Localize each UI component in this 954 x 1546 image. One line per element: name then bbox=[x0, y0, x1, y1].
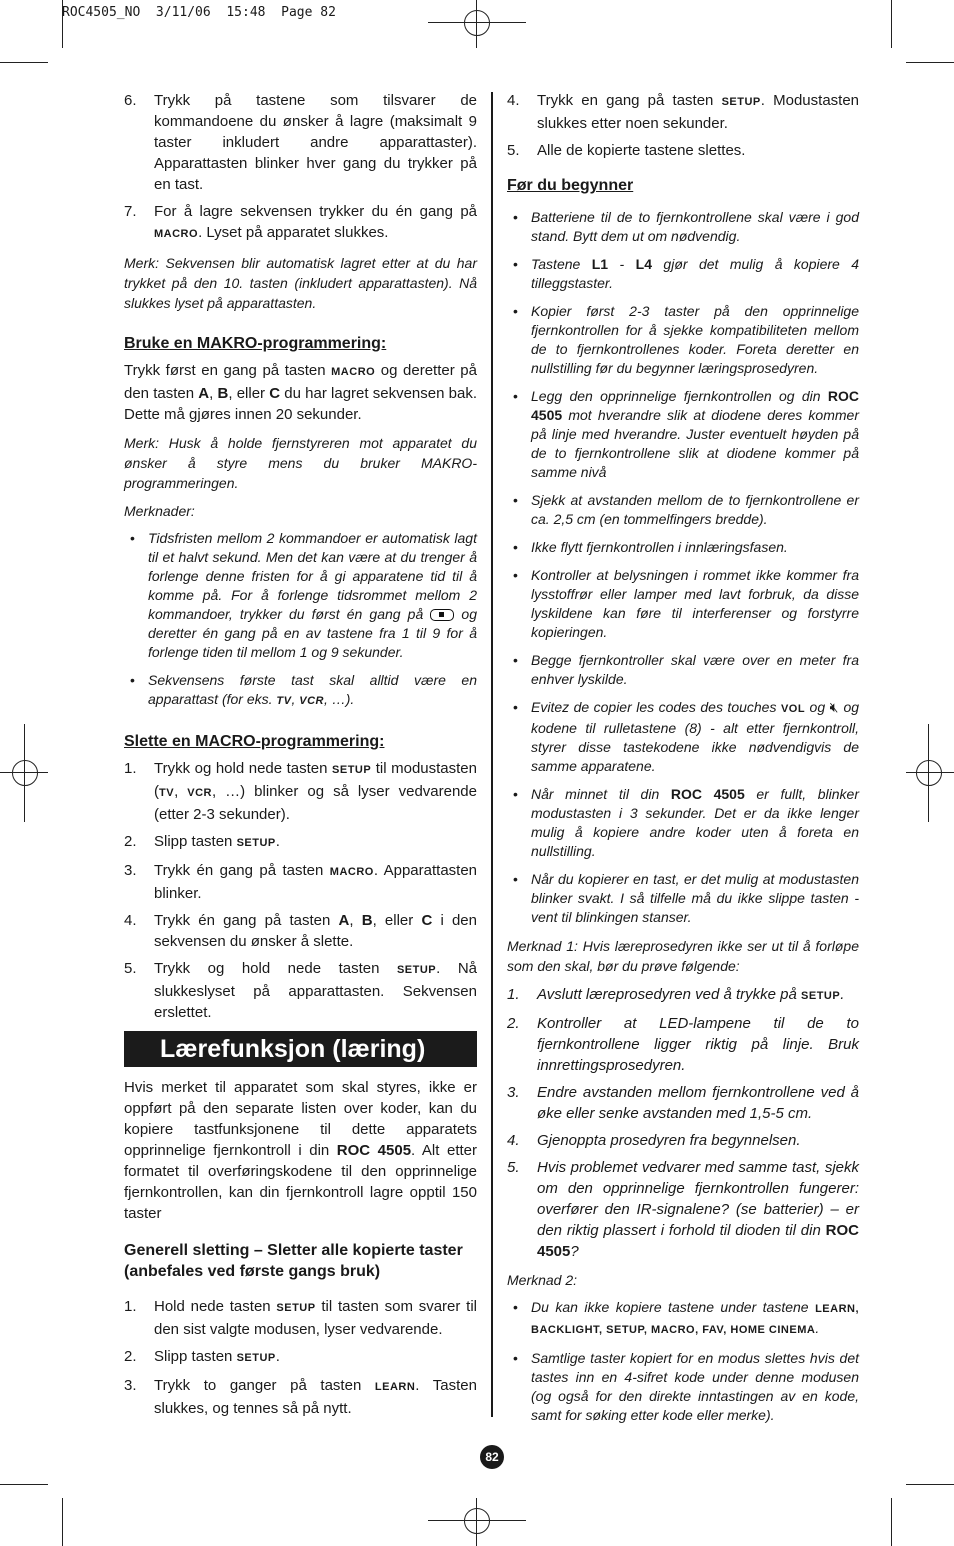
crop-mark bbox=[906, 772, 954, 773]
troubleshoot-steps bbox=[507, 984, 859, 1262]
registration-mark-icon bbox=[12, 760, 38, 786]
list-item: 5. Alle de kopierte tastene slettes. bbox=[507, 142, 746, 159]
list-item: • Når du kopierer en tast, er det mulig at modustasten blinker svakt. I så tilfelle må du ikke slippe tasten - vent til blinkingen stanser. bbox=[513, 871, 859, 925]
right-column bbox=[507, 90, 859, 1434]
notes-list bbox=[124, 529, 477, 711]
list-item: 2. Slipp tasten SETUP. bbox=[124, 1348, 280, 1365]
list-item: • Samtlige taster kopiert for en modus slettes hvis det tastes inn en 4-sifret kode under denne modusen (og også for den direkte inntastingen av en kode, samt for søking etter kode eller merke). bbox=[513, 1350, 859, 1423]
general-steps-continued bbox=[507, 90, 859, 161]
crop-mark bbox=[891, 0, 892, 48]
crop-mark bbox=[891, 1498, 892, 1546]
list-item: • Begge fjernkontroller skal være over en meter fra enhver lyskilde. bbox=[513, 652, 859, 687]
section-heading: Bruke en MAKRO-programmering: bbox=[124, 335, 387, 352]
list-item: 7. For å lagre sekvensen trykker du én gang på MACRO. Lyset på apparatet slukkes. bbox=[124, 203, 477, 241]
list-item: 3. Trykk én gang på tasten MACRO. Apparattasten blinker. bbox=[124, 862, 478, 902]
list-item: 2. Slipp tasten SETUP. bbox=[124, 833, 280, 850]
section-heading: Slette en MACRO-programmering: bbox=[124, 733, 385, 750]
crop-mark bbox=[428, 1520, 526, 1521]
crop-mark bbox=[62, 1498, 63, 1546]
crop-mark bbox=[62, 0, 63, 48]
crop-mark bbox=[928, 724, 929, 822]
note2-list bbox=[507, 1298, 859, 1425]
note: Merknad 1: Hvis læreprosedyren ikke ser ut til å forløpe som den skal, bør du prøve følgende: bbox=[507, 938, 859, 974]
list-item: • Kontroller at belysningen i rommet ikke kommer fra lysstoffrør eller lamper med lavt forbruk, da disse lyskildene kan føre til interferenser og forstyrre kopieringen. bbox=[513, 567, 859, 640]
list-item: 2. Kontroller at LED-lampene til de to fjernkontrollene ligger riktig på linje. Bruk innrettingsprosedyren. bbox=[507, 1015, 859, 1074]
list-item: 1. Avslutt læreprosedyren ved å trykke på SETUP. bbox=[507, 986, 845, 1003]
list-item: • Ikke flytt fjernkontrollen i innlæringsfasen. bbox=[513, 539, 788, 555]
list-item: • Tastene L1 - L4 gjør det mulig å kopiere 4 tilleggstaster. bbox=[513, 256, 860, 291]
list-item: • Kopier først 2-3 taster på den opprinnelige fjernkontrollen for å sjekke kompatibiliteten mellom de to fjernkontrollenes koder. Foreta deretter en nullstilling før du begynner læringsprosedyren. bbox=[513, 303, 859, 376]
list-item: • Tidsfristen mellom 2 kommandoer er automatisk lagt til et halvt sekund. Men det kan være at du trenger å forlenge denne fristen for å gi apparatene tid til å komme på. For å forlenge tidsrommet mellom 2 kommandoer, trykker du først én gang på og deretter én gang på en av tastene fra 1 til 9 for å forlenge tiden til mellom 1 og 9 sekunder. bbox=[130, 530, 477, 660]
print-header: ROC4505_NO 3/11/06 15:48 Page 82 bbox=[62, 5, 336, 20]
note: Merk: Sekvensen blir automatisk lagret etter at du har trykket på den 10. tasten (inkludert apparattasten). Nå slukkes lyset på apparattasten. bbox=[124, 255, 477, 311]
section-heading: Generell sletting – Sletter alle kopierte taster (anbefales ved første gangs bruk) bbox=[124, 1242, 463, 1280]
list-item: 5. Hvis problemet vedvarer med samme tast, sjekk om den opprinnelige fjernkontrollen fungerer: overfører den IR-signalene? (se batterier) – er den riktig plassert i forhold til dioden til din ROC 4505? bbox=[507, 1159, 860, 1260]
before-list bbox=[507, 208, 859, 927]
list-item: • Du kan ikke kopiere tastene under tastene LEARN, BACKLIGHT, SETUP, MACRO, FAV, HOME CINEMA. bbox=[513, 1299, 860, 1336]
list-item: • Evitez de copier les codes des touches VOL og 🔇︎ og kodene til rulletastene (8) - alt etter fjernkontroll, styrer disse tastekodene ikke nødvendigvis de samme apparatene. bbox=[513, 699, 860, 774]
macro-steps bbox=[124, 90, 477, 245]
list-item: 6. Trykk på tastene som tilsvarer de kommandoene du ønsker å lagre (maksimalt 9 taster inkludert andre apparattaster). Apparattasten blinker hver gang du trykker på en tast. bbox=[124, 92, 477, 193]
section-heading: Før du begynner bbox=[507, 177, 634, 194]
list-item: 1. Trykk og hold nede tasten SETUP til modustasten (TV, VCR, …) blinker og så lyser vedvarende (etter 2-3 sekunder). bbox=[124, 760, 477, 823]
page-number: 82 bbox=[480, 1445, 504, 1469]
registration-mark-icon bbox=[464, 1508, 490, 1534]
list-item: 3. Endre avstanden mellom fjernkontrollene ved å øke eller senke avstanden med 1,5-5 cm. bbox=[507, 1084, 859, 1122]
list-item: 4. Trykk én gang på tasten A, B, eller C i den sekvensen du ønsker å slette. bbox=[124, 912, 477, 950]
list-item: • Sjekk at avstanden mellom de to fjernkontrollene er ca. 2,5 cm (en tommelfingers bredde). bbox=[513, 492, 859, 527]
paragraph: Trykk først en gang på tasten MACRO og deretter på den tasten A, B, eller C du har lagret sekvensen bak. Dette må gjøres innen 20 sekunder. bbox=[124, 362, 478, 423]
registration-mark-icon bbox=[916, 760, 942, 786]
crop-mark bbox=[906, 1484, 954, 1485]
crop-mark bbox=[906, 62, 954, 63]
crop-mark bbox=[428, 22, 526, 23]
list-item: 1. Hold nede tasten SETUP til tasten som svarer til den sist valgte modusen, lyser vedvarende. bbox=[124, 1298, 477, 1338]
registration-mark-icon bbox=[464, 10, 490, 36]
crop-mark bbox=[476, 1498, 477, 1546]
notes-label: Merknader: bbox=[124, 503, 195, 519]
list-item: • Batteriene til de to fjernkontrollene skal være i god stand. Bytt dem ut om nødvendig. bbox=[513, 209, 859, 244]
crop-mark bbox=[476, 0, 477, 48]
paragraph: Hvis merket til apparatet som skal styres, ikke er oppført på den separate listen over koder, kan du kopiere tastfunksjonene til dette apparatets opprinnelige fjernkontroll i din ROC 4505. Alt etter formatet til overføringskodene til den opprinnelige fjernkontrollen, kan din fjernkontroll lagre opptil 150 taster bbox=[124, 1079, 477, 1222]
list-item: 5. Trykk og hold nede tasten SETUP. Nå slukkeslyset på apparattasten. Sekvensen erslettet. bbox=[124, 960, 477, 1021]
list-item: • Når minnet til din ROC 4505 er fullt, blinker modustasten i 3 sekunder. Det er da ikke lenger mulig å kopiere andre koder uten å foreta en nullstilling. bbox=[513, 786, 859, 859]
note: Merk: Husk å holde fjernstyreren mot apparatet du ønsker å styre mens du bruker MAKRO-programmeringen. bbox=[124, 435, 477, 491]
section-banner: Lærefunksjon (læring) bbox=[124, 1031, 477, 1067]
crop-mark bbox=[24, 724, 25, 822]
button-icon bbox=[430, 609, 454, 621]
column-divider bbox=[491, 92, 493, 1417]
delete-steps bbox=[124, 758, 477, 1023]
crop-mark bbox=[0, 62, 48, 63]
left-column bbox=[124, 90, 477, 1427]
list-item: • Legg den opprinnelige fjernkontrollen og din ROC 4505 mot hverandre slik at diodene deres kommer på linje med hverandre. Juster eventuelt høyden på de to fjernkontrollene slik at diodene kommer på samme nivå bbox=[513, 388, 860, 480]
list-item: 3. Trykk to ganger på tasten LEARN. Tasten slukkes, og tennes så på nytt. bbox=[124, 1377, 477, 1417]
mute-icon: 🔇︎ bbox=[829, 699, 839, 715]
general-steps bbox=[124, 1296, 477, 1419]
list-item: • Sekvensens første tast skal alltid være en apparattast (for eks. TV, VCR, …). bbox=[130, 672, 477, 707]
note-label: Merknad 2: bbox=[507, 1272, 578, 1288]
list-item: 4. Trykk en gang på tasten SETUP. Modustasten slukkes etter noen sekunder. bbox=[507, 92, 860, 132]
crop-mark bbox=[0, 1484, 48, 1485]
list-item: 4. Gjenoppta prosedyren fra begynnelsen. bbox=[507, 1132, 801, 1149]
